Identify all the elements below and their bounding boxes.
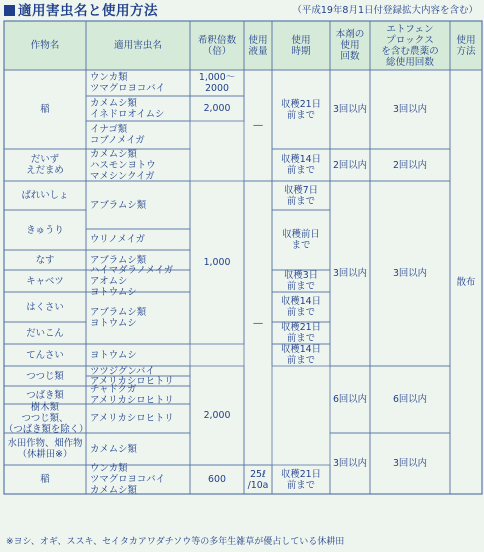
table-cell-pest-tsutsuji: ツツジグンバイ bbox=[90, 365, 155, 377]
table-cell-crop-nasu: なす bbox=[35, 254, 55, 266]
table-cell-time-3: 収穫3日 前まで bbox=[283, 270, 319, 292]
table-cell-crop-hakusai: はくさい bbox=[26, 301, 64, 313]
table-cell-pest-ine-a: ウンカ類 ツマグロヨコバイ bbox=[90, 72, 166, 94]
column-header-dilution: 希釈倍数 （倍） bbox=[197, 34, 237, 57]
table-cell-pest-amerikashiro2: アメリカシロヒトリ bbox=[90, 413, 174, 424]
table-cell-pest-amerikashiro1: アメリカシロヒトリ bbox=[90, 375, 174, 387]
table-cell-method: 散布 bbox=[456, 276, 476, 288]
table-cell-time-0: 収穫前日 まで bbox=[282, 229, 320, 251]
table-cell-crop-barei: ばれいしょ bbox=[21, 190, 69, 201]
column-header-count: 本剤の 使用 回数 bbox=[335, 29, 365, 62]
table-cell-crop-daikon: だいこん bbox=[26, 327, 64, 339]
column-header-pest: 適用害虫名 bbox=[114, 40, 162, 51]
table-cell-tot-3-c: 3回以内 bbox=[392, 458, 428, 469]
table-cell-time-14-c: 収穫14日 前まで bbox=[280, 344, 322, 366]
table-cell-pest-daizu: カメムシ類 ハスモンヨトウ マメシンクイガ bbox=[90, 148, 156, 182]
table-cell-dil-2000-a: 2,000 bbox=[203, 103, 231, 114]
column-header-volume: 使用 液量 bbox=[248, 34, 268, 57]
table-cell-crop-kyuri: きゅうり bbox=[26, 224, 64, 236]
table-cell-pest-cabbage: ハイマダラノメイガ アオムシ ヨトウムシ bbox=[90, 264, 174, 298]
table-cell-crop-tensai: てんさい bbox=[26, 349, 64, 361]
table-cell-crop-cabbage: キャベツ bbox=[26, 275, 64, 287]
table-cell-tot-3-b: 3回以内 bbox=[392, 268, 428, 279]
table-cell-dil-600: 600 bbox=[208, 474, 226, 485]
table-cell-pest-tensai: ヨトウムシ bbox=[90, 349, 137, 361]
footnote: ※ヨシ、オギ、ススキ、セイタカアワダチソウ等の多年生雑草が優占している休耕田 bbox=[6, 537, 345, 547]
table-cell-crop-suiden: 水田作物、畑作物 （休耕田※） bbox=[7, 438, 83, 460]
table-cell-pest-kamemushi: カメムシ類 bbox=[90, 443, 137, 455]
column-header-total: エトフェン プロックス を含む農薬の 総使用回数 bbox=[381, 23, 439, 68]
table-cell-dil-1000: 1,000 bbox=[203, 257, 231, 268]
table-cell-pest-aburamushi2: アブラムシ類 bbox=[90, 254, 147, 266]
table-cell-vol-dash: ― bbox=[253, 120, 263, 131]
table-cell-time-21-b: 収穫21日 前まで bbox=[280, 322, 322, 344]
table-cell-vol-25: 25ℓ /10a bbox=[247, 468, 269, 491]
table-cell-crop-tsubaki: つばき類 bbox=[26, 389, 64, 401]
table-cell-tot-2: 2回以内 bbox=[392, 159, 428, 171]
table-cell-crop-ine2: 稲 bbox=[40, 474, 50, 485]
table-cell-pest-ine-b: カメムシ類 イネドロオイムシ bbox=[90, 97, 165, 120]
table-cell-cnt-3-a: 3回以内 bbox=[332, 104, 368, 115]
table-cell-cnt-3-c: 3回以内 bbox=[332, 458, 368, 469]
table-cell-cnt-3-b: 3回以内 bbox=[332, 268, 368, 279]
table-cell-pest-ine-c: イナゴ類 コブノメイガ bbox=[90, 124, 145, 146]
table-cell-crop-tsutsuji: つつじ類 bbox=[26, 370, 64, 382]
table-cell-pest-ine2: ウンカ類 ツマグロヨコバイ カメムシ類 bbox=[90, 463, 166, 496]
section-note: （平成19年8月1日付登録拡大内容を含む） bbox=[292, 5, 478, 16]
table-cell-time-7: 収穫7日 前まで bbox=[283, 184, 319, 207]
table-cell-cnt-2: 2回以内 bbox=[332, 159, 368, 171]
table-cell-pest-aburamushi1: アブラムシ類 bbox=[90, 199, 147, 211]
table-cell-dil-2000-b: 2,000 bbox=[203, 410, 231, 421]
table-cell-vol-dash2: ― bbox=[253, 317, 263, 329]
table-cell-time-14-a: 収穫14日 前まで bbox=[280, 154, 322, 176]
section-title: 適用害虫名と使用方法 bbox=[18, 3, 158, 19]
column-header-crop: 作物名 bbox=[30, 40, 60, 51]
table-cell-dil-1000-2000: 1,000～ 2000 bbox=[198, 72, 236, 94]
table-cell-pest-urinomeiga: ウリノメイガ bbox=[90, 234, 146, 245]
table-cell-crop-ine: 稲 bbox=[40, 104, 50, 115]
table-cell-time-21-c: 収穫21日 前まで bbox=[280, 468, 322, 491]
table-cell-tot-3-a: 3回以内 bbox=[392, 104, 428, 115]
column-header-method: 使用 方法 bbox=[456, 34, 476, 57]
table-cell-time-14-b: 収穫14日 前まで bbox=[280, 296, 322, 318]
table-cell-pest-hakusai: アブラムシ類 ヨトウムシ bbox=[90, 307, 147, 329]
table-cell-pest-tsubaki: チャドクガ アメリカシロヒトリ bbox=[90, 384, 174, 406]
table-cell-cnt-6: 6回以内 bbox=[332, 394, 368, 405]
column-header-timing: 使用 時期 bbox=[291, 34, 311, 57]
table-cell-time-21-a: 収穫21日 前まで bbox=[280, 98, 322, 121]
table-cell-tot-6: 6回以内 bbox=[392, 394, 428, 405]
table-cell-crop-daizu: だいず えだまめ bbox=[26, 154, 64, 176]
table-cell-crop-jumoku: 樹木類 つつじ類、 （つばき類を除く） bbox=[4, 402, 89, 435]
